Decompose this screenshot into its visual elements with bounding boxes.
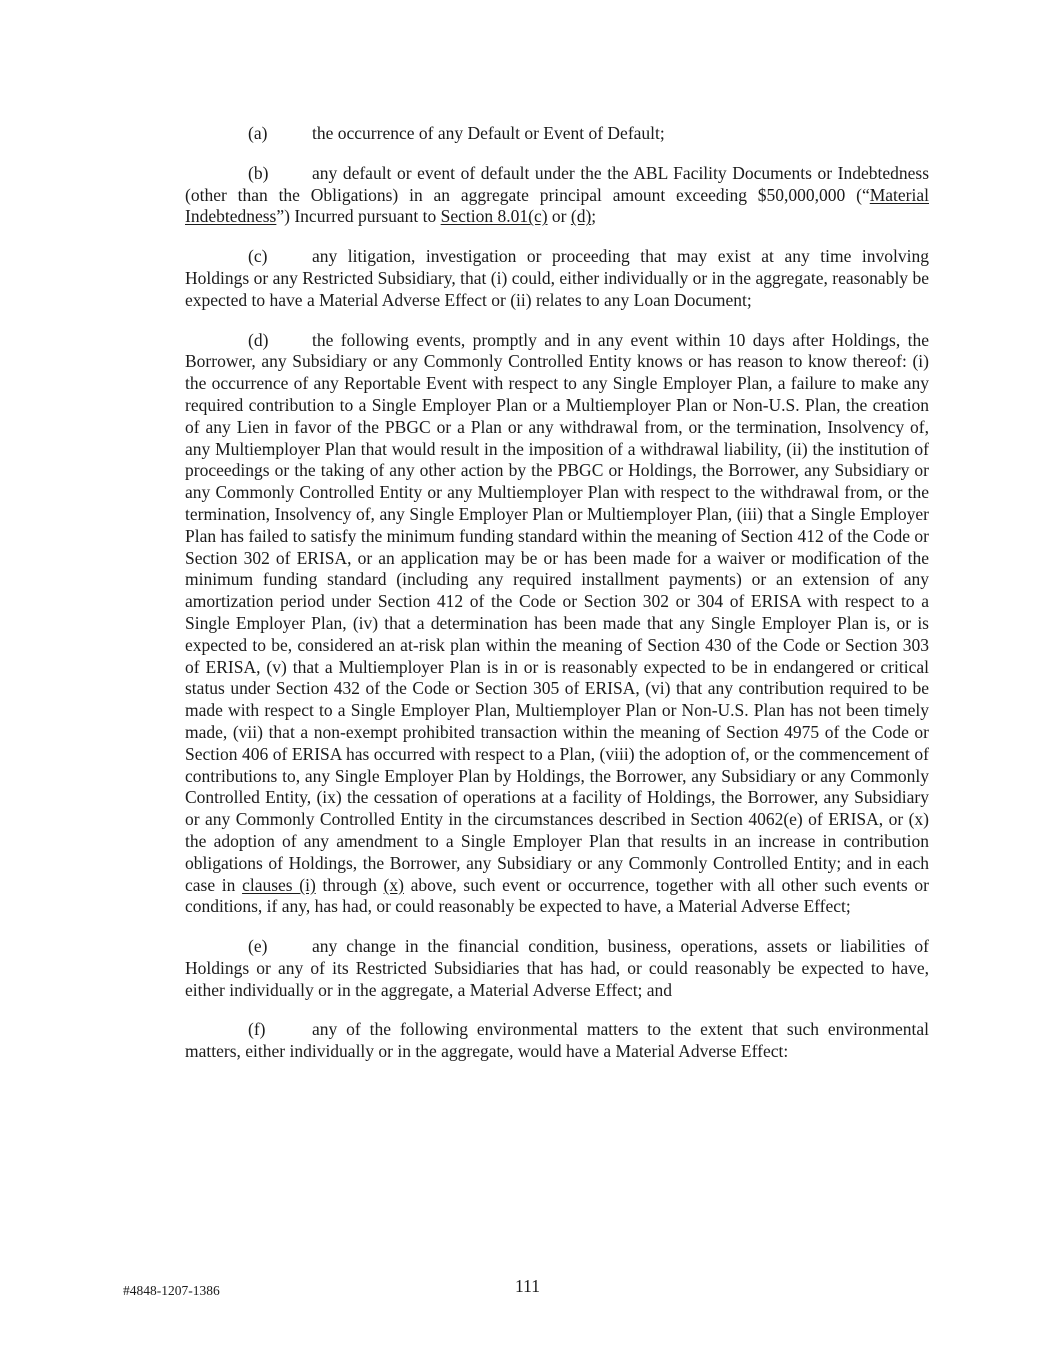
paragraph-label: (e) [248,936,268,957]
underlined-text: clauses (i) [242,874,316,895]
paragraph-label: (b) [248,162,269,183]
text-segment: through [315,874,384,895]
underlined-text: (x) [383,874,404,895]
text-segment: any litigation, investigation or proceeding that may exist at any time involving Holdings or any Restricted Subsidiary, that (i) could, either individually or in the aggregate, reasonably be expected to have a Material Adverse Effect or (ii) relates to any Loan Document; [185,246,929,310]
paragraph-a [185,123,929,145]
text-segment: the occurrence of any Default or Event of Default; [312,123,665,143]
document-body [185,123,929,1081]
underlined-text: Section 8.01(c) [440,206,548,227]
paragraph-e [185,936,929,1001]
page-number: 111 [515,1276,540,1296]
text-segment: ; [591,206,597,227]
text-segment: any change in the financial condition, business, operations, assets or liabilities of Holdings or any of its Restricted Subsidiaries that has had, or could reasonably be expected to have, either individually or in the aggregate, a Material Adverse Effect; and [185,936,929,1000]
text-segment: above, such event or occurrence, together with all other such events or conditions, if any, has had, or could reasonably be expected to have, a Material Adverse Effect; [185,874,929,917]
paragraph-label: (f) [248,1019,266,1040]
underlined-text: (d) [570,206,592,227]
paragraph-label: (c) [248,246,268,267]
underlined-text: Material Indebtedness [185,184,929,227]
text-segment: ”) Incurred pursuant to [276,206,441,227]
paragraph-c [185,246,929,311]
paragraph-label: (d) [248,329,269,350]
paragraph-d [185,330,929,919]
footer-document-id: #4848-1207-1386 [123,1283,220,1298]
paragraph-b [185,163,929,228]
text-segment: or [547,206,571,227]
text-segment: any default or event of default under the the ABL Facility Documents or Indebtedness (other than the Obligations) in an aggregate principal amount exceeding $50,000,000 (“ [185,162,929,205]
text-segment: the following events, promptly and in any event within 10 days after Holdings, the Borrower, any Subsidiary or any Commonly Controlled Entity knows or has reason to know thereof: (i) the occurrence of any Reportable Event with respect to any Single Employer Plan, a failure to make any required contribution to a Single Employer Plan or a Multiemployer Plan or Non-U.S. Plan, the creation of any Lien in favor of the PBGC or a Plan or any withdrawal from, or the termination, Insolvency of, any Multiemployer Plan that would result in the imposition of a withdrawal liability, (ii) the institution of proceedings or the taking of any other action by the PBGC or Holdings, the Borrower, any Subsidiary or any Commonly Controlled Entity or any Multiemployer Plan with respect to the withdrawal from, or the termination, Insolvency of, any Single Employer Plan or Multiemployer Plan, (iii) that a Single Employer Plan has failed to satisfy the minimum funding standard within the meaning of Section 412 of the Code or Section 302 of ERISA, or an application may be or has been made for a waiver or modification of the minimum funding standard (including any required installment payments) or an extension of any amortization period under Section 412 of the Code or Section 302 or 304 of ERISA with respect to a Single Employer Plan, (iv) that a determination has been made that any Single Employer Plan is, or is expected to be, considered an at-risk plan within the meaning of Section 430 of the Code or Section 303 of ERISA, (v) that a Multiemployer Plan is in or is reasonably expected to be in endangered or critical status under Section 432 of the Code or Section 305 of ERISA, (vi) that any contribution required to be made with respect to a Single Employer Plan, Multiemployer Plan or Non-U.S. Plan has not been timely made, (vii) that a non-exempt prohibited transaction within the meaning of Section 4975 of the Code or Section 406 of ERISA has occurred with respect to a Plan, (viii) the adoption of, or the commencement of contributions to, any Single Employer Plan by Holdings, the Borrower, any Subsidiary or any Commonly Controlled Entity, (ix) the cessation of operations at a facility of Holdings, the Borrower, any Subsidiary or any Commonly Controlled Entity in the circumstances described in Section 4062(e) of ERISA, or (x) the adoption of any amendment to a Single Employer Plan that results in an increase in contribution obligations of Holdings, the Borrower, any Subsidiary or any Commonly Controlled Entity; and in each case in [185,329,929,895]
paragraph-f [185,1019,929,1063]
paragraph-label: (a) [248,123,268,143]
text-segment: any of the following environmental matters to the extent that such environmental matters, either individually or in the aggregate, would have a Material Adverse Effect: [185,1019,929,1062]
